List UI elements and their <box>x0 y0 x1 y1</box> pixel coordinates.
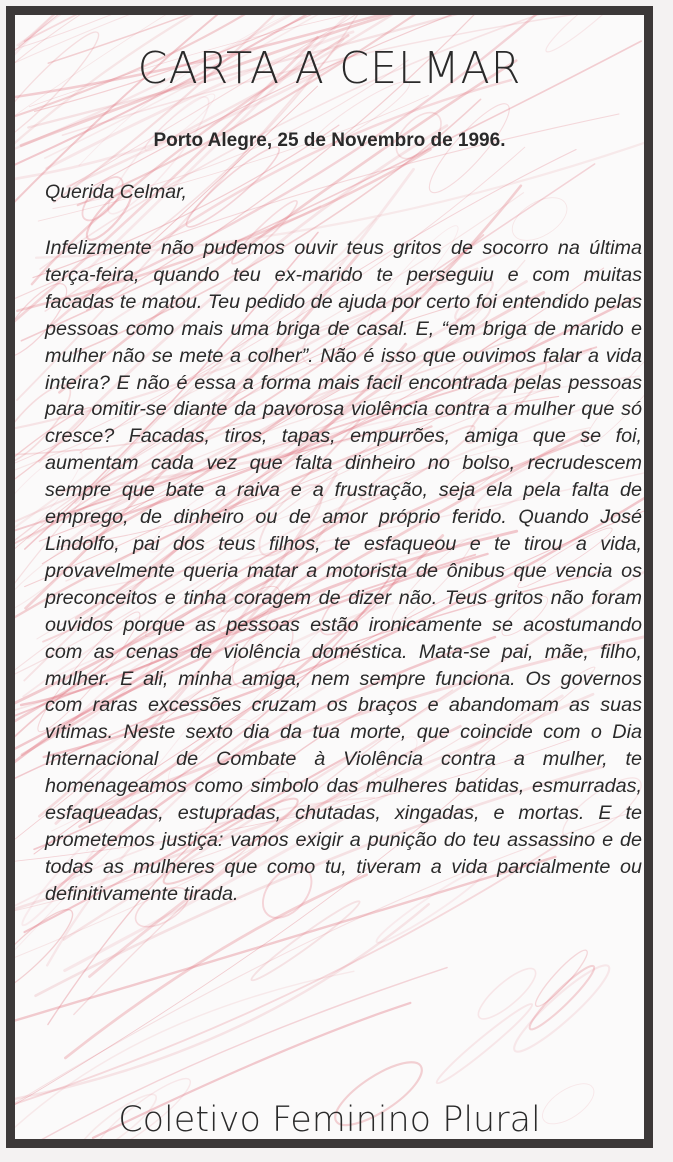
signature: Coletivo Feminino Plural <box>118 1100 541 1140</box>
scribble-loop <box>472 961 542 1026</box>
greeting: Querida Celmar, <box>45 181 187 203</box>
scribble-loop <box>507 957 617 1060</box>
scribble-stroke <box>15 904 429 1106</box>
letter-body: Infelizmente não pudemos ouvir teus gritos de socorro na última terça-feira, quando teu ex-marido te perseguiu e com muitas facadas te matou. Teu pedido de ajuda por certo foi entendido pelas pessoas como mais uma briga de casal. E, “em briga de marido e mulher não se mete a colher”. Não é isso que ouvimos falar a vida inteira? E não é essa a forma mais facil encontrada pelas pessoas para omitir-se diante da pavorosa violência contra a mulher que só cresce? Facadas, tiros, tapas, empurrões, amiga que se foi, aumentam cada vez que falta dinheiro no bolso, recrudescem sempre que bate a raiva e a frustração, seja ela pela falta de emprego, de dinheiro ou de amor próprio ferido. Quando José Lindolfo, pai dos teus filhos, te esfaqueou e te tirou a vida, provavelmente queria matar a motorista de ônibus que vencia os preconceitos e tinha coragem de dizer não. Teus gritos não foram ouvidos porque as pessoas estão ironicamente se acostumando com as cenas de violência doméstica. Mata-se pai, mãe, filho, mulher. E ali, minha amiga, nem sempre funciona. Os governos com raras excessões cruzam os braços e abandomam as suas vítimas. Neste sexto dia da tua morte, que coincide com o Dia Internacional de Combate à Violência contra a mulher, te homenageamos como simbolo das mulheres batidas, esmurradas, esfaqueadas, estupradas, chutadas, xingadas, e mortas. E te prometemos justiça: vamos exigir a punição do teu assassino e de todas as mulheres que como tu, tiveram a vida parcialmente ou definitivamente tirada. <box>45 237 642 905</box>
scribble-loop <box>433 999 536 1088</box>
scribble-loop <box>525 961 599 1035</box>
letter-title: CARTA A CELMAR <box>137 43 522 94</box>
scribble-loop <box>15 900 82 1006</box>
scribble-stroke <box>67 15 586 187</box>
scribble-stroke <box>17 15 440 45</box>
scribble-stroke <box>15 15 618 182</box>
date-line: Porto Alegre, 25 de Novembro de 1996. <box>153 130 506 151</box>
scribble-stroke <box>93 15 475 186</box>
scribble-stroke <box>25 15 561 41</box>
scribble-stroke <box>71 15 522 186</box>
scribble-loop <box>248 896 364 985</box>
scribble-stroke <box>19 15 483 46</box>
letter-card <box>6 6 653 1148</box>
scribble-loop <box>531 946 593 1011</box>
scribble-loop <box>180 140 286 235</box>
